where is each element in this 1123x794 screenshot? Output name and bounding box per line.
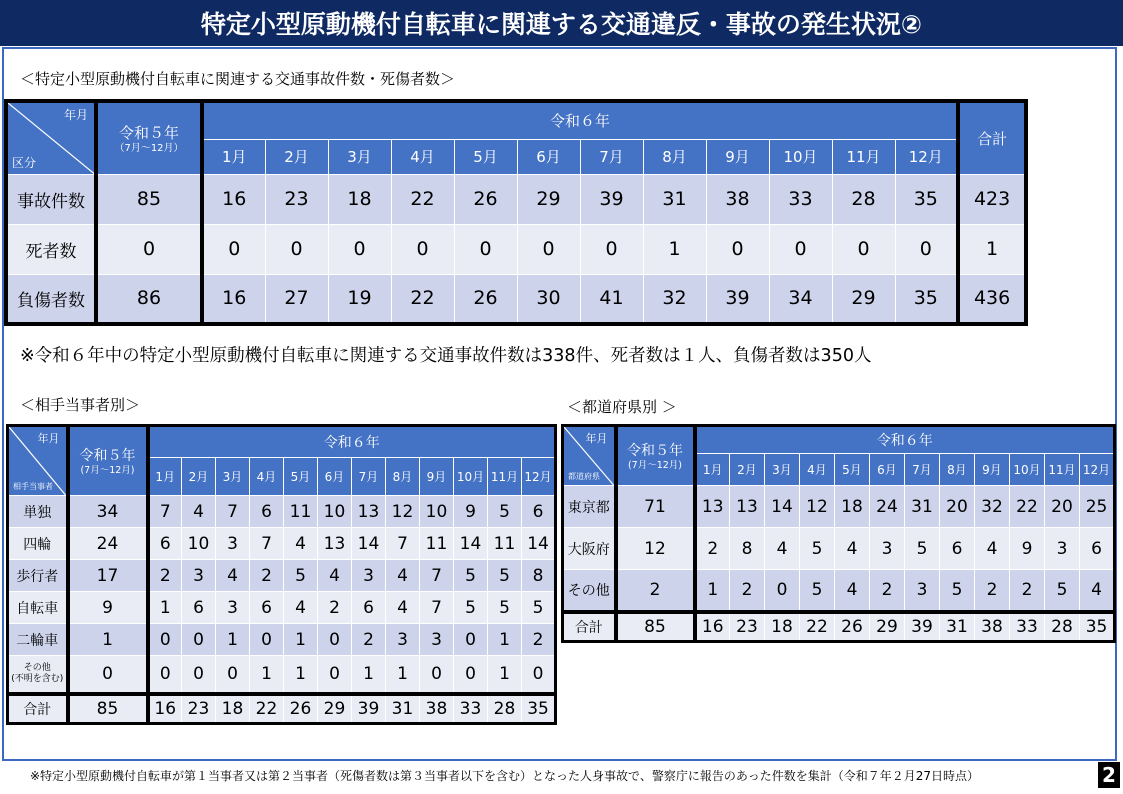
month-value: 2 xyxy=(148,560,182,592)
month-value: 0 xyxy=(202,224,265,274)
total-month-value: 18 xyxy=(765,612,800,642)
row-label: 自転車 xyxy=(8,592,68,624)
table-row xyxy=(6,274,1026,324)
month-value: 20 xyxy=(940,486,975,528)
footnote: ※特定小型原動機付自転車が第１当事者又は第２当事者（死傷者数は第３当事者以下を含む）となった人身事故で、警察庁に報告のあった件数を集計（令和７年２月27日時点） xyxy=(30,769,979,783)
month-value: 23 xyxy=(265,174,328,224)
month-header: 1月 xyxy=(148,458,182,496)
month-value: 22 xyxy=(1010,486,1045,528)
prev-year-value: 2 xyxy=(616,570,695,612)
month-value: 3 xyxy=(420,624,454,656)
month-value: 5 xyxy=(1045,570,1080,612)
month-value: 26 xyxy=(454,274,517,324)
month-value: 2 xyxy=(352,624,386,656)
section-title-accidents: ＜特定小型原動機付自転車に関連する交通事故件数・死傷者数＞ xyxy=(20,70,456,88)
table-row xyxy=(6,174,1026,224)
total-value: 423 xyxy=(958,174,1026,224)
table-row xyxy=(563,486,1115,528)
month-header: 4月 xyxy=(250,458,284,496)
month-value: 3 xyxy=(870,528,905,570)
month-value: 0 xyxy=(895,224,958,274)
month-value: 2 xyxy=(695,528,730,570)
total-value: 1 xyxy=(958,224,1026,274)
total-row xyxy=(563,612,1115,642)
month-header: 2月 xyxy=(265,139,328,174)
prev-year-value: 24 xyxy=(68,528,148,560)
total-month-value: 28 xyxy=(488,694,522,724)
month-value: 7 xyxy=(216,496,250,528)
month-value: 7 xyxy=(420,560,454,592)
month-value: 11 xyxy=(284,496,318,528)
month-value: 4 xyxy=(975,528,1010,570)
month-value: 11 xyxy=(488,528,522,560)
month-value: 14 xyxy=(522,528,556,560)
month-value: 1 xyxy=(386,656,420,694)
section-title-counterpart: ＜相手当事者別＞ xyxy=(20,396,141,414)
month-value: 4 xyxy=(1080,570,1115,612)
counterpart-table xyxy=(6,424,557,725)
month-value: 2 xyxy=(250,560,284,592)
month-value: 0 xyxy=(216,656,250,694)
month-header: 12月 xyxy=(895,139,958,174)
month-value: 7 xyxy=(386,528,420,560)
month-value: 20 xyxy=(1045,486,1080,528)
month-value: 6 xyxy=(250,592,284,624)
total-prev-value: 85 xyxy=(68,694,148,724)
row-label: 死者数 xyxy=(6,224,96,274)
corner-bottom-label: 区分 xyxy=(12,155,37,170)
prev-year-value: 9 xyxy=(68,592,148,624)
month-value: 5 xyxy=(522,592,556,624)
month-value: 19 xyxy=(328,274,391,324)
month-value: 3 xyxy=(182,560,216,592)
total-month-value: 38 xyxy=(420,694,454,724)
prev-year-value: 1 xyxy=(68,624,148,656)
month-header: 10月 xyxy=(1010,454,1045,486)
row-label: 大阪府 xyxy=(563,528,616,570)
corner-top-label: 年月 xyxy=(63,108,88,122)
month-value: 8 xyxy=(730,528,765,570)
month-value: 3 xyxy=(1045,528,1080,570)
total-month-value: 26 xyxy=(835,612,870,642)
month-value: 0 xyxy=(420,656,454,694)
month-value: 0 xyxy=(265,224,328,274)
month-value: 13 xyxy=(352,496,386,528)
month-header: 11月 xyxy=(488,458,522,496)
total-row xyxy=(8,694,556,724)
month-value: 0 xyxy=(328,224,391,274)
month-value: 18 xyxy=(328,174,391,224)
total-month-value: 18 xyxy=(216,694,250,724)
total-month-value: 28 xyxy=(1045,612,1080,642)
month-header: 10月 xyxy=(769,139,832,174)
table-row xyxy=(8,656,556,694)
month-value: 0 xyxy=(454,224,517,274)
month-value: 14 xyxy=(352,528,386,560)
month-value: 0 xyxy=(706,224,769,274)
month-value: 27 xyxy=(265,274,328,324)
month-value: 5 xyxy=(488,592,522,624)
table-row xyxy=(8,560,556,592)
month-header: 8月 xyxy=(643,139,706,174)
row-label: 負傷者数 xyxy=(6,274,96,324)
prev-year-value: 34 xyxy=(68,496,148,528)
month-value: 0 xyxy=(182,624,216,656)
total-month-value: 23 xyxy=(182,694,216,724)
month-value: 22 xyxy=(391,174,454,224)
prev-year-label: 令和５年 xyxy=(79,448,136,465)
prev-year-sub: (7月～12月) xyxy=(80,465,135,477)
month-value: 4 xyxy=(216,560,250,592)
month-value: 3 xyxy=(352,560,386,592)
page-number: 2 xyxy=(1098,762,1120,788)
month-value: 5 xyxy=(488,560,522,592)
month-value: 5 xyxy=(940,570,975,612)
month-value: 7 xyxy=(250,528,284,560)
prev-year-value: 17 xyxy=(68,560,148,592)
prev-year-header xyxy=(68,426,148,496)
month-value: 4 xyxy=(284,528,318,560)
month-value: 13 xyxy=(318,528,352,560)
prev-year-sub: (7月～12月) xyxy=(627,460,683,472)
total-month-value: 29 xyxy=(318,694,352,724)
month-header: 5月 xyxy=(284,458,318,496)
table-corner-cell xyxy=(6,101,96,174)
month-value: 5 xyxy=(284,560,318,592)
corner-top-label: 年月 xyxy=(585,432,608,445)
month-value: 0 xyxy=(148,624,182,656)
section-title-prefecture: ＜都道府県別 ＞ xyxy=(567,398,677,416)
month-value: 1 xyxy=(695,570,730,612)
month-value: 29 xyxy=(517,174,580,224)
month-value: 26 xyxy=(454,174,517,224)
month-value: 1 xyxy=(643,224,706,274)
month-value: 12 xyxy=(800,486,835,528)
month-value: 2 xyxy=(870,570,905,612)
table-row xyxy=(8,624,556,656)
month-value: 4 xyxy=(765,528,800,570)
month-value: 1 xyxy=(148,592,182,624)
month-header: 8月 xyxy=(386,458,420,496)
table-row xyxy=(563,528,1115,570)
month-value: 0 xyxy=(769,224,832,274)
month-header: 3月 xyxy=(765,454,800,486)
table-row xyxy=(6,224,1026,274)
month-value: 1 xyxy=(352,656,386,694)
month-value: 7 xyxy=(148,496,182,528)
total-month-value: 23 xyxy=(730,612,765,642)
month-value: 4 xyxy=(318,560,352,592)
table-row xyxy=(8,592,556,624)
month-value: 0 xyxy=(250,624,284,656)
table-corner-cell xyxy=(8,426,68,496)
row-label: 事故件数 xyxy=(6,174,96,224)
corner-bottom-label: 相手当事者 xyxy=(13,482,53,491)
month-value: 33 xyxy=(769,174,832,224)
month-value: 0 xyxy=(522,656,556,694)
total-value: 436 xyxy=(958,274,1026,324)
year-header: 令和６年 xyxy=(202,101,958,139)
total-month-value: 33 xyxy=(454,694,488,724)
month-header: 2月 xyxy=(182,458,216,496)
total-month-value: 31 xyxy=(386,694,420,724)
accidents-table xyxy=(4,99,1028,326)
month-value: 0 xyxy=(832,224,895,274)
month-value: 4 xyxy=(835,528,870,570)
month-value: 6 xyxy=(352,592,386,624)
month-value: 18 xyxy=(835,486,870,528)
page-title: 特定小型原動機付自転車に関連する交通違反・事故の発生状況② xyxy=(0,0,1123,46)
month-value: 10 xyxy=(420,496,454,528)
month-header: 2月 xyxy=(730,454,765,486)
month-value: 22 xyxy=(391,274,454,324)
month-value: 1 xyxy=(284,624,318,656)
month-value: 4 xyxy=(182,496,216,528)
month-value: 5 xyxy=(454,592,488,624)
month-value: 5 xyxy=(800,570,835,612)
prev-year-label: 令和５年 xyxy=(118,123,179,142)
prev-year-value: 86 xyxy=(96,274,202,324)
month-value: 13 xyxy=(695,486,730,528)
total-month-value: 38 xyxy=(975,612,1010,642)
month-header: 8月 xyxy=(940,454,975,486)
month-header: 11月 xyxy=(1045,454,1080,486)
prev-year-value: 0 xyxy=(96,224,202,274)
month-header: 9月 xyxy=(420,458,454,496)
month-value: 0 xyxy=(454,624,488,656)
year-header: 令和６年 xyxy=(148,426,556,458)
month-value: 3 xyxy=(386,624,420,656)
month-value: 14 xyxy=(454,528,488,560)
month-value: 16 xyxy=(202,174,265,224)
total-row-label: 合計 xyxy=(563,612,616,642)
month-value: 5 xyxy=(905,528,940,570)
month-value: 24 xyxy=(870,486,905,528)
month-value: 0 xyxy=(517,224,580,274)
month-header: 4月 xyxy=(800,454,835,486)
prev-year-header xyxy=(96,101,202,174)
month-value: 1 xyxy=(216,624,250,656)
month-value: 5 xyxy=(488,496,522,528)
month-header: 5月 xyxy=(835,454,870,486)
month-value: 6 xyxy=(522,496,556,528)
row-label: その他 (不明を含む) xyxy=(8,656,68,694)
total-month-value: 31 xyxy=(940,612,975,642)
month-value: 7 xyxy=(420,592,454,624)
month-value: 1 xyxy=(250,656,284,694)
month-value: 38 xyxy=(706,174,769,224)
month-value: 12 xyxy=(386,496,420,528)
month-value: 32 xyxy=(643,274,706,324)
total-month-value: 35 xyxy=(1080,612,1115,642)
month-header: 7月 xyxy=(352,458,386,496)
month-value: 29 xyxy=(832,274,895,324)
month-value: 1 xyxy=(488,656,522,694)
prev-year-label: 令和５年 xyxy=(627,443,683,460)
table-corner-cell xyxy=(563,426,616,486)
month-value: 13 xyxy=(730,486,765,528)
month-value: 1 xyxy=(284,656,318,694)
month-value: 10 xyxy=(182,528,216,560)
summary-note: ※令和６年中の特定小型原動機付自転車に関連する交通事故件数は338件、死者数は１人、負傷者数は350人 xyxy=(20,346,872,366)
month-value: 11 xyxy=(420,528,454,560)
month-value: 2 xyxy=(730,570,765,612)
total-month-value: 16 xyxy=(148,694,182,724)
month-header: 6月 xyxy=(870,454,905,486)
month-value: 9 xyxy=(454,496,488,528)
month-value: 6 xyxy=(1080,528,1115,570)
total-month-value: 39 xyxy=(352,694,386,724)
row-label: 四輪 xyxy=(8,528,68,560)
month-value: 14 xyxy=(765,486,800,528)
month-value: 9 xyxy=(1010,528,1045,570)
month-value: 4 xyxy=(386,592,420,624)
month-header: 1月 xyxy=(202,139,265,174)
month-value: 0 xyxy=(318,656,352,694)
month-value: 4 xyxy=(835,570,870,612)
month-value: 0 xyxy=(318,624,352,656)
total-row-label: 合計 xyxy=(8,694,68,724)
prev-year-value: 12 xyxy=(616,528,695,570)
month-value: 2 xyxy=(318,592,352,624)
month-value: 0 xyxy=(454,656,488,694)
month-value: 3 xyxy=(216,528,250,560)
month-value: 1 xyxy=(488,624,522,656)
corner-top-label: 年月 xyxy=(37,432,60,445)
month-header: 6月 xyxy=(318,458,352,496)
month-value: 0 xyxy=(148,656,182,694)
month-value: 4 xyxy=(284,592,318,624)
month-value: 31 xyxy=(905,486,940,528)
month-value: 35 xyxy=(895,274,958,324)
month-header: 7月 xyxy=(905,454,940,486)
total-month-value: 22 xyxy=(250,694,284,724)
prefecture-table xyxy=(561,424,1116,643)
month-header: 12月 xyxy=(1080,454,1115,486)
month-value: 39 xyxy=(580,174,643,224)
month-value: 0 xyxy=(391,224,454,274)
month-header: 6月 xyxy=(517,139,580,174)
month-header: 10月 xyxy=(454,458,488,496)
month-value: 39 xyxy=(706,274,769,324)
month-header: 9月 xyxy=(975,454,1010,486)
table-row xyxy=(8,528,556,560)
prev-year-value: 85 xyxy=(96,174,202,224)
total-month-value: 16 xyxy=(695,612,730,642)
month-header: 5月 xyxy=(454,139,517,174)
month-value: 2 xyxy=(1010,570,1045,612)
year-header: 令和６年 xyxy=(695,426,1115,454)
month-value: 6 xyxy=(250,496,284,528)
total-month-value: 29 xyxy=(870,612,905,642)
row-label: 二輪車 xyxy=(8,624,68,656)
month-value: 25 xyxy=(1080,486,1115,528)
month-value: 28 xyxy=(832,174,895,224)
month-value: 3 xyxy=(216,592,250,624)
month-header: 12月 xyxy=(522,458,556,496)
total-month-value: 35 xyxy=(522,694,556,724)
row-label: 単独 xyxy=(8,496,68,528)
month-value: 35 xyxy=(895,174,958,224)
month-value: 2 xyxy=(975,570,1010,612)
month-value: 4 xyxy=(386,560,420,592)
month-header: 7月 xyxy=(580,139,643,174)
month-value: 16 xyxy=(202,274,265,324)
month-header: 1月 xyxy=(695,454,730,486)
month-value: 41 xyxy=(580,274,643,324)
prev-year-header xyxy=(616,426,695,486)
table-row xyxy=(8,496,556,528)
table-row xyxy=(563,570,1115,612)
month-header: 9月 xyxy=(706,139,769,174)
total-month-value: 22 xyxy=(800,612,835,642)
month-value: 3 xyxy=(905,570,940,612)
month-value: 6 xyxy=(182,592,216,624)
total-month-value: 33 xyxy=(1010,612,1045,642)
total-prev-value: 85 xyxy=(616,612,695,642)
prev-year-sub: （7月～12月） xyxy=(114,142,184,154)
corner-bottom-label: 都道府県 xyxy=(568,472,600,481)
total-header: 合計 xyxy=(958,101,1026,174)
total-month-value: 26 xyxy=(284,694,318,724)
month-value: 8 xyxy=(522,560,556,592)
row-label: 東京都 xyxy=(563,486,616,528)
month-value: 31 xyxy=(643,174,706,224)
month-value: 2 xyxy=(522,624,556,656)
month-value: 0 xyxy=(182,656,216,694)
month-header: 3月 xyxy=(216,458,250,496)
prev-year-value: 0 xyxy=(68,656,148,694)
row-label: その他 xyxy=(563,570,616,612)
month-value: 6 xyxy=(148,528,182,560)
month-value: 5 xyxy=(454,560,488,592)
month-value: 5 xyxy=(800,528,835,570)
month-value: 34 xyxy=(769,274,832,324)
prev-year-value: 71 xyxy=(616,486,695,528)
month-header: 3月 xyxy=(328,139,391,174)
month-value: 0 xyxy=(580,224,643,274)
month-header: 4月 xyxy=(391,139,454,174)
month-value: 0 xyxy=(765,570,800,612)
total-month-value: 39 xyxy=(905,612,940,642)
month-value: 30 xyxy=(517,274,580,324)
row-label: 歩行者 xyxy=(8,560,68,592)
month-header: 11月 xyxy=(832,139,895,174)
month-value: 6 xyxy=(940,528,975,570)
month-value: 10 xyxy=(318,496,352,528)
month-value: 32 xyxy=(975,486,1010,528)
